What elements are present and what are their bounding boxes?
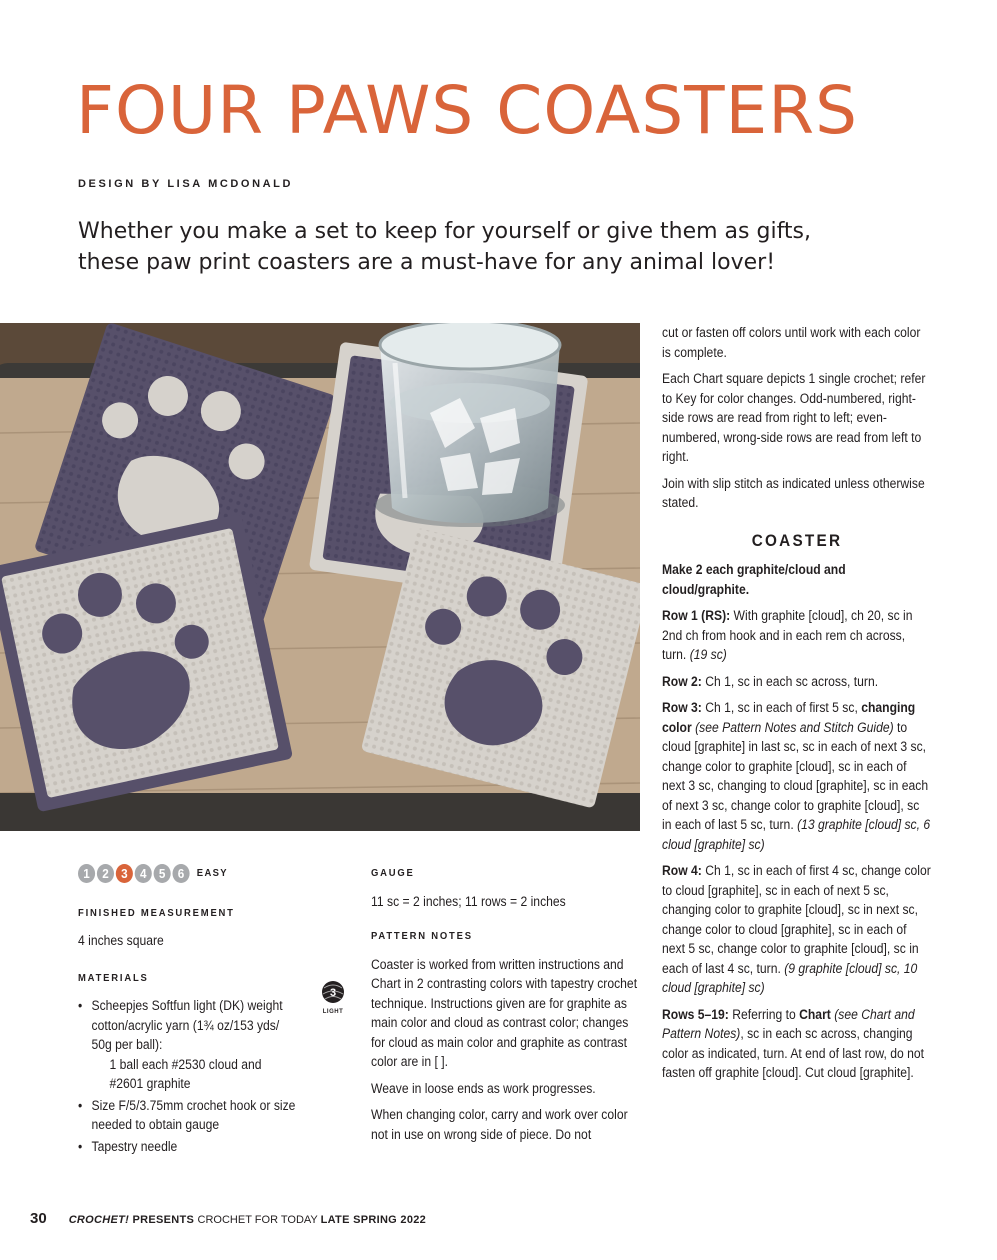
row-2-label: Row 2:	[662, 673, 702, 689]
yarn-weight-number: 3	[329, 987, 337, 999]
gauge-heading: GAUGE	[371, 867, 415, 879]
materials-heading: MATERIALS	[78, 971, 149, 984]
skill-dot-4: 4	[135, 864, 152, 883]
footer	[30, 1210, 426, 1227]
skill-level	[78, 864, 321, 884]
pattern-note-continued: cut or fasten off colors until work with each color is complete.	[662, 325, 921, 360]
row-3	[662, 698, 932, 854]
row-3-label: Row 3:	[662, 700, 702, 715]
right-column	[662, 323, 932, 1090]
coaster-heading: COASTER	[751, 530, 843, 550]
page-title: FOUR PAWS COASTERS	[76, 72, 858, 149]
yarn-ball-icon	[320, 980, 346, 1004]
yarn-weight-icon	[318, 980, 348, 1015]
rows-5-ref: (see Chart and Pattern Notes)	[662, 1006, 915, 1041]
byline: DESIGN BY LISA MCDONALD	[78, 178, 294, 190]
row-2	[662, 672, 932, 692]
coaster-make-text: Make 2 each graphite/cloud and cloud/graphite.	[662, 562, 846, 597]
row-4-label: Row 4:	[662, 863, 702, 878]
pattern-note-1: Coaster is worked from written instructions and Chart in 2 contrasting colors with tapestry crochet technique. Instructions given are for graphite as main color and cloud as contrast color; changes for cloud as main color and graphite as contrast color are in [ ].	[371, 956, 638, 1069]
footer-mag: CROCHET!	[68, 1214, 130, 1226]
coaster-bottom-left	[0, 514, 293, 813]
footer-presents: PRESENTS	[129, 1214, 198, 1226]
skill-dot-1: 1	[78, 864, 95, 883]
skill-dot-3: 3	[116, 864, 133, 883]
skill-label: EASY	[196, 867, 228, 879]
row-3-text-a: Ch 1, sc in each of first 5 sc,	[701, 700, 862, 715]
coasters-photo	[0, 323, 640, 831]
rows-5-label: Rows 5–19:	[662, 1006, 729, 1022]
row-1-text: With graphite [cloud], ch 20, sc in 2nd ch from hook and in each rem ch across, turn.	[662, 608, 913, 662]
material-hook-text: Size F/5/3.75mm crochet hook or size needed to obtain gauge	[91, 1097, 296, 1132]
pattern-note-2: Weave in loose ends as work progresses.	[371, 1080, 596, 1096]
rows-5-19	[662, 1005, 932, 1083]
rows-5-text-a: Referring to	[728, 1006, 800, 1022]
intro-line-2: these paw print coasters are a must-have for any animal lover!	[78, 250, 776, 275]
row-4	[662, 861, 932, 998]
gauge-text: 11 sc = 2 inches; 11 rows = 2 inches	[371, 893, 566, 909]
skill-dot-5: 5	[154, 864, 171, 883]
material-needle: • Tapestry needle	[78, 1138, 178, 1154]
material-yarn: • Scheepjes Softfun light (DK) weight cotton/acrylic yarn (1¾ oz/153 yds/ 50g per ball): 1 ball each #2530 cloud and #2601 graphite	[78, 996, 321, 1094]
row-2-text: Ch 1, sc in each sc across, turn.	[701, 673, 879, 689]
material-yarn-text: Scheepjes Softfun light (DK) weight cotton/acrylic yarn (1¾ oz/153 yds/ 50g per ball):	[91, 998, 283, 1052]
materials-list	[78, 996, 321, 1156]
pattern-notes-heading: PATTERN NOTES	[371, 930, 473, 942]
water-glass	[375, 323, 565, 527]
row-3-bold: changing color	[662, 700, 916, 735]
row-1-label: Row 1 (RS):	[662, 608, 731, 623]
row-3-text-b: to cloud [graphite] in last sc, sc in each of next 3 sc, change color to graphite [cloud], sc in each of next 3 sc, changing to cloud [graphite], sc in each of next 3 sc, change color to graphite [cloud], sc in each of last 5 sc, turn.	[662, 719, 929, 832]
coasters-photo-svg	[0, 323, 640, 831]
skill-dot-2: 2	[97, 864, 114, 883]
rows-5-text-b: , sc in each sc across, changing color as indicated, turn. At end of last row, do not fasten off graphite [cloud]. Cut cloud [graphite].	[662, 1026, 925, 1080]
footer-issue: LATE SPRING 2022	[320, 1214, 427, 1226]
intro	[78, 216, 812, 278]
row-3-count: (13 graphite [cloud] sc, 6 cloud [graphite] sc)	[662, 817, 931, 852]
coaster-make	[662, 560, 932, 599]
row-3-ref: (see Pattern Notes and Stitch Guide)	[691, 719, 894, 735]
footer-series: CROCHET FOR TODAY	[197, 1214, 321, 1226]
finished-heading: FINISHED MEASUREMENT	[78, 906, 235, 919]
material-hook: • Size F/5/3.75mm crochet hook or size needed to obtain gauge	[78, 1097, 296, 1132]
finished-text: 4 inches square	[78, 933, 164, 948]
material-yarn-colors: 1 ball each #2530 cloud and #2601 graphite	[109, 1056, 262, 1091]
row-4-text: Ch 1, sc in each of first 4 sc, change color to cloud [graphite], sc in each of next 5 sc, changing color to graphite [cloud], sc in next sc, change color to cloud [graphite], sc in each of next 5 sc, change color to graphite [cloud], sc in each of last 4 sc, turn.	[662, 863, 931, 976]
intro-line-1: Whether you make a set to keep for yourself or give them as gifts,	[78, 219, 812, 244]
pattern-note-chart: Each Chart square depicts 1 single crochet; refer to Key for color changes. Odd-numbered, right-side rows are read from right to left; even-numbered, wrong-side rows are read from left to right.	[662, 371, 926, 464]
row-4-count: (9 graphite [cloud] sc, 10 cloud [graphite] sc)	[662, 960, 918, 995]
material-needle-text: Tapestry needle	[91, 1138, 178, 1154]
pattern-note-join: Join with slip stitch as indicated unless otherwise stated.	[662, 475, 925, 510]
left-column	[78, 864, 321, 1158]
page-number: 30	[30, 1210, 47, 1227]
row-1-count: (19 sc)	[689, 647, 727, 662]
yarn-weight-label: LIGHT	[322, 1009, 344, 1015]
middle-column	[371, 864, 641, 1151]
skill-dot-6: 6	[173, 864, 190, 883]
row-1	[662, 606, 932, 665]
pattern-note-3: When changing color, carry and work over color not in use on wrong side of piece. Do not	[371, 1107, 628, 1142]
rows-5-bold: Chart	[799, 1006, 831, 1022]
